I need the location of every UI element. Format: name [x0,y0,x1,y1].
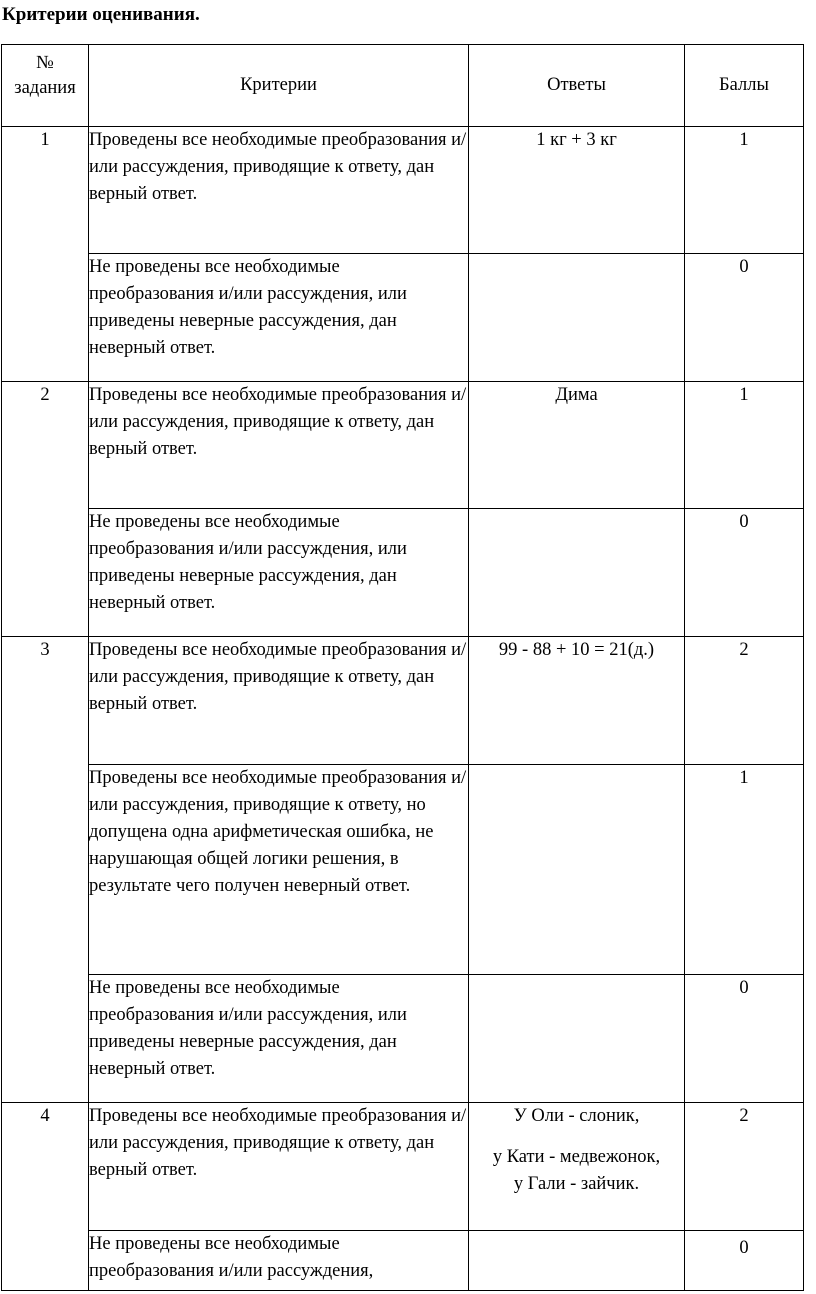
points-cell: 0 [685,509,804,637]
answer-cell [469,1231,685,1291]
table-row [2,509,804,637]
answer-line: у Кати - медвежонок, [492,1147,661,1167]
criteria-cell: Не проведены все необходимые преобразования и/или рассуждения, [89,1231,469,1291]
table-row [2,975,804,1103]
answer-cell: Дима [469,382,685,509]
points-cell: 2 [685,1103,804,1231]
criteria-cell: Проведены все необходимые преобразования и/или рассуждения, приводящие к ответу, дан верный ответ. [89,637,469,765]
task-number: 1 [2,127,89,382]
answer-cell [469,509,685,637]
header-criteria: Критерии [89,45,469,127]
table-row [2,1103,804,1231]
points-cell: 0 [685,1231,804,1291]
answer-cell [469,975,685,1103]
document-title: Критерии оценивания. [2,4,200,25]
criteria-cell: Проведены все необходимые преобразования и/или рассуждения, приводящие к ответу, дан верный ответ. [89,1103,469,1231]
answer-cell [469,765,685,975]
header-task-number [2,45,89,127]
task-number: 4 [2,1103,89,1291]
criteria-cell: Не проведены все необходимые преобразования и/или рассуждения, или приведены неверные рассуждения, дан неверный ответ. [89,509,469,637]
answer-cell: 1 кг + 3 кг [469,127,685,254]
answer-cell: 99 - 88 + 10 = 21(д.) [469,637,685,765]
points-cell: 1 [685,765,804,975]
criteria-cell: Не проведены все необходимые преобразования и/или рассуждения, или приведены неверные рассуждения, дан неверный ответ. [89,975,469,1103]
points-cell: 1 [685,382,804,509]
points-cell: 0 [685,975,804,1103]
table-row [2,254,804,382]
criteria-cell: Проведены все необходимые преобразования и/или рассуждения, приводящие к ответу, дан верный ответ. [89,382,469,509]
table-row [2,127,804,254]
points-cell: 0 [685,254,804,382]
points-cell: 2 [685,637,804,765]
table-row [2,1231,804,1291]
criteria-cell: Проведены все необходимые преобразования и/или рассуждения, приводящие к ответу, но допущена одна арифметическая ошибка, не нарушающая общей логики решения, в результате чего получен неверный ответ. [89,765,469,975]
table-row [2,382,804,509]
table-row [2,637,804,765]
task-number: 2 [2,382,89,637]
answer-line: У Оли - слоник, [513,1106,640,1126]
table-header-row [2,45,804,127]
table-row [2,765,804,975]
criteria-table [1,44,804,1291]
header-num-symbol: № [36,53,54,73]
task-number: 3 [2,637,89,1103]
points-cell: 1 [685,127,804,254]
criteria-cell: Не проведены все необходимые преобразования и/или рассуждения, или приведены неверные рассуждения, дан неверный ответ. [89,254,469,382]
answer-cell [469,1103,685,1231]
header-num-word: задания [14,78,76,98]
answer-line: у Гали - зайчик. [513,1174,640,1194]
header-answers: Ответы [469,45,685,127]
criteria-cell: Проведены все необходимые преобразования и/или рассуждения, приводящие к ответу, дан верный ответ. [89,127,469,254]
header-points: Баллы [685,45,804,127]
answer-cell [469,254,685,382]
